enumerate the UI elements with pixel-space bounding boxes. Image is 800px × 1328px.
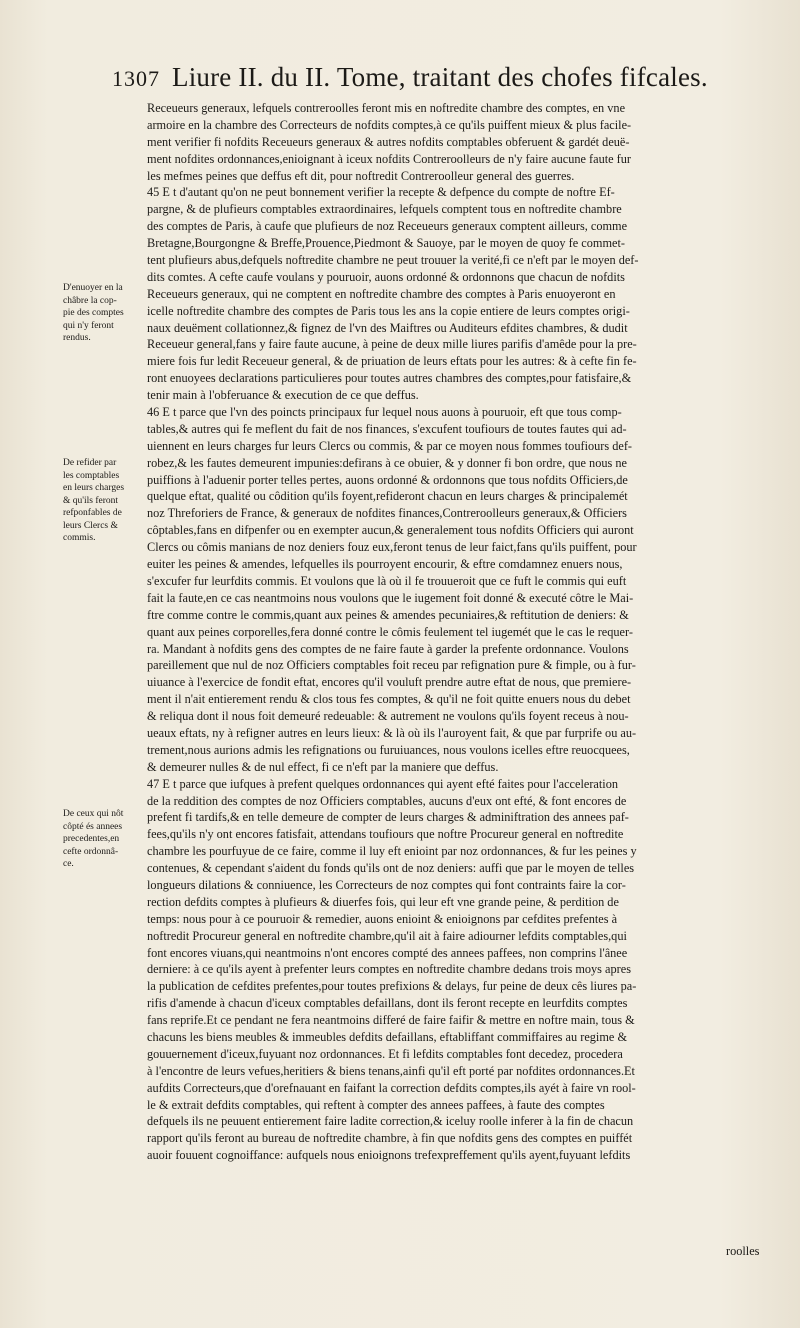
text-line: pareillement que nul de noz Officiers comptables foit receu par refignation pure & fimple, ou à fur-	[147, 658, 636, 673]
margin-note-line: ce.	[63, 859, 74, 869]
folio-number: 1307	[112, 66, 160, 91]
text-line: Bretagne,Bourgongne & Breffe,Prouence,Piedmont & Sauoye, par le moyen de quoy fe commet-	[147, 236, 625, 251]
margin-note-line: precedentes,en	[63, 834, 120, 844]
margin-note-line: De ceux qui nôt	[63, 809, 124, 819]
text-line: & demeurer nulles & de nul effect, fi ce n'eft par la maniere que deffus.	[147, 759, 499, 774]
text-line: gouuernement d'iceux,fuyuant noz ordonnances. Et fi lefdits comptables font decedez, procedera	[147, 1046, 623, 1061]
text-line: rifis d'amende à chacun d'iceux comptables defaillans, dont ils feront recepte en leurfdits comptes	[147, 996, 628, 1011]
text-line: uiuance à l'exercice de fondit eftat, encores qu'il vouluft prendre autre eftat de nous, que premiere-	[147, 675, 632, 690]
margin-note-line: & qu'ils feront	[63, 495, 119, 506]
text-line: les mefmes peines que deffus eft dit, pour noftredit Contreroolleur general des guerres.	[147, 168, 575, 183]
text-line: naux deuëment collationnez,& fignez de l'vn des Maiftres ou Auditeurs efdites chambres, & dudit	[147, 320, 628, 335]
margin-note-line: De refider par	[63, 458, 117, 468]
text-line: ment il n'ait entierement rendu & clos tous fes comptes, & qu'il ne foit quitte enuers nous du debet	[147, 692, 631, 707]
text-line: ront enuoyees declarations particulieres pour toutes autres chambres des comptes,pour fatisfaire,&	[147, 371, 632, 386]
text-line: Receueurs generaux, qui ne comptent en noftredite chambre des comptes à Paris enuoyeront en	[147, 286, 616, 301]
text-line: derniere: à ce qu'ils ayent à prefenter leurs comptes en noftredite chambre dedans trois moys apres	[147, 962, 631, 977]
text-line: defquels ils ne peuuent entierement faire ladite correction,& iceluy roolle inferer à la fin de chacun	[147, 1114, 634, 1129]
text-line: 45 E t d'autant qu'on ne peut bonnement verifier la recepte & defpence du compte de noftre Ef-	[147, 185, 615, 200]
margin-note-line: D'enuoyer en la	[63, 283, 123, 293]
text-line: uiennent en leurs charges fur leurs Clercs ou commis, & par ce moyen nous fommes toufiours def-	[147, 438, 633, 453]
main-text-block	[147, 100, 772, 1164]
text-line: & reliqua dont il nous foit demeuré redeuable: & autrement ne voulons qu'ils foyent receus à nou-	[147, 709, 629, 724]
text-line: 46 E t parce que l'vn des poincts principaux fur lequel nous auons à pouruoir, eft que tous comp-	[147, 405, 622, 420]
text-line: dits comtes. A cefte caufe voulans y pouruoir, auons ordonné & ordonnons que chacun de nofdits	[147, 269, 625, 284]
text-line: temps: nous pour à ce pouruoir & remedier, auons enioint & enioignons par cefdites prefentes à	[147, 911, 618, 926]
margin-note-3	[63, 808, 145, 871]
text-line: prefent fi tardifs,& en telle demeure de compter de leurs charges & adminiftration des annees paf-	[147, 810, 629, 825]
text-line: puiffions à l'aduenir porter telles pertes, auons ordonné & ordonnons que tous nofdits Officiers,de	[147, 472, 628, 487]
text-line: s'excufer fur leurfdits commis. Et voulons que là où il fe trouueroit que ce fuft le commis qui euft	[147, 573, 627, 588]
text-line: miere fois fur ledit Receueur general, & de priuation de leurs eftats pour les autres: & à cefte fin fe-	[147, 354, 637, 369]
text-line: longueurs dilations & conniuence, les Correcteurs de noz comptes qui font contraints faire la cor-	[147, 877, 626, 892]
text-line: chacuns les biens meubles & immeubles defdits defaillans, eftabliffant commiffaires au regime &	[147, 1029, 628, 1044]
margin-note-line: côpté és annees	[63, 821, 123, 832]
text-line: de la reddition des comptes de noz Officiers comptables, aucuns d'eux ont efté, & font encores de	[147, 793, 627, 808]
margin-note-line: pie des comptes	[63, 308, 124, 318]
text-line: pargne, & de plufieurs comptables extraordinaires, lefquels comptent tous en noftredite chambre	[147, 202, 622, 217]
text-line: Receueur general,fans y faire faute aucune, à peine de deux mille liures parifis d'amêde pour la pre-	[147, 337, 637, 352]
text-line: euiter les peines & amendes, lefquelles ils pourroyent encourir, & eftre comdamnez enuers nous,	[147, 557, 623, 572]
text-line: la publication de cefdites prefentes,pour toutes prefixions & delays, fur peine de deux cês liures pa-	[147, 979, 637, 994]
text-line: noz Threforiers de France, & generaux de nofdites finances,Contreroolleurs generaux,& Officiers	[147, 506, 627, 521]
text-line: fees,qu'ils n'y ont encores fatisfait, attendans toufiours que noftre Procureur general en noftredite	[147, 827, 624, 842]
margin-note-line: rendus.	[63, 333, 91, 343]
text-line: des comptes de Paris, à caufe que plufieurs de noz Receueurs generaux comptent ailleurs, comme	[147, 219, 628, 234]
text-line: trement,nous aurions admis les refignations ou furuiuances, nous voulons icelles eftre reuocquees,	[147, 742, 630, 757]
margin-note-line: les comptables	[63, 470, 120, 481]
margin-note-line: qui n'y feront	[63, 320, 114, 331]
text-line: ment nofdites ordonnances,enioignant à iceux nofdits Contreroolleurs de n'y faire aucune faute fur	[147, 151, 632, 166]
text-line: ment verifier fi nofdits Receueurs generaux & autres nofdits comptables obferuent & gardét deuë-	[147, 134, 630, 149]
text-line: armoire en la chambre des Correcteurs de nofdits comptes,à ce qu'ils puiffent mieux & plus facile-	[147, 117, 632, 132]
text-line: à l'encontre de leurs vefues,heritiers & biens tenans,ainfi qu'il eft porté par nofdites ordonnances.Et	[147, 1063, 635, 1078]
text-line: rection defdits comptes à plufieurs & diuerfes fois, qui leur eft vne grande peine, & perdition de	[147, 894, 619, 909]
text-line: noftredit Procureur general en noftredite chambre,qu'il ait à faire adiourner lefdits comptables,qui	[147, 928, 627, 943]
margin-note-line: châbre la cop-	[63, 295, 117, 306]
running-head: Liure II. du II. Tome, traitant des chofes fifcales.	[172, 62, 708, 92]
text-line: contenues, & cependant s'aident du fonds qu'ils ont de noz deniers: auffi que par le moyen de telles	[147, 861, 635, 876]
text-line: icelle noftredite chambre des comptes de Paris tous les ans la copie entiere de leurs comptes origi-	[147, 303, 630, 318]
margin-note-line: commis.	[63, 533, 96, 543]
margin-note-2	[63, 457, 145, 545]
text-line: le & extrait defdits comptables, qui reftent à compter des annees paffees, à faute des comptes	[147, 1097, 605, 1112]
text-line: ftre comme contre le commis,quant aux peines & amendes pecuniaires,& reftitution de deniers: &	[147, 607, 629, 622]
catchword: roolles	[726, 1244, 760, 1258]
margin-note-line: refponfables de	[63, 508, 122, 518]
text-line: font encores viuans,qui neantmoins n'ont encores compté des annees paffees, non comprins l'ânee	[147, 945, 628, 960]
text-line: tables,& autres qui fe meflent du fait de nos finances, s'excufent toufiours de toutes fautes qui ad-	[147, 421, 627, 436]
text-line: quelque eftat, qualité ou côdition qu'ils foyent,refideront chacun en leurs charges & principalemét	[147, 489, 628, 504]
text-line: côptables,fans en difpenfer ou en exempter aucun,& generalement tous nofdits Officiers qui auront	[147, 523, 634, 538]
text-line: chambre les pourfuyue de ce faire, comme il luy eft enioint par noz ordonnances, & fur les peines y	[147, 844, 637, 859]
margin-note-line: leurs Clercs &	[63, 520, 118, 531]
margin-note-line: cefte ordonnâ-	[63, 846, 119, 857]
margin-note-1	[63, 282, 145, 345]
text-line: auoir fouuent cognoiffance: aufquels nous enioignons trefexpreffement qu'ils ayent,fuyuant lefdits	[147, 1148, 631, 1163]
text-line: fait la faute,en ce cas neantmoins nous voulons que le iugement foit donné & executé côtre le Mai-	[147, 590, 634, 605]
text-line: aufdits Correcteurs,que d'orefnauant en faifant la correction defdits comptes,ils ayét à faire vn rool-	[147, 1080, 636, 1095]
margin-note-line: en leurs charges	[63, 483, 125, 493]
text-line: 47 E t parce que iufques à prefent quelques ordonnances qui ayent efté faites pour l'acceleration	[147, 776, 619, 791]
text-line: rapport qu'ils feront au bureau de noftredite chambre, à fin que nofdits gens des comptes en puiffét	[147, 1131, 633, 1146]
text-line: fans reprife.Et ce pendant ne fera neantmoins differé de faire faifir & mettre en noftre main, tous &	[147, 1013, 635, 1028]
text-line: tenir main à l'obferuance & execution de ce que deffus.	[147, 388, 419, 403]
text-line: robez,& les fautes demeurent impunies:defirans à ce obuier, & y donner fi bon ordre, que nous ne	[147, 455, 627, 470]
text-line: tent plufieurs abus,defquels noftredite chambre ne peut trouuer la verité,fi ce n'eft par le moyen def-	[147, 253, 639, 268]
text-line: ueaux eftats, ny à refigner autres en leurs lieux: & là où ils l'auroyent fait, & que par furprife ou au-	[147, 725, 637, 740]
text-line: ra. Mandant à nofdits gens des comptes de ne faire faute à garder la prefente ordonnance. Voulons	[147, 641, 629, 656]
text-line: quant aux peines corporelles,fera donné contre le cômis feulement tel iugemét que le cas le requer-	[147, 624, 633, 639]
text-line: Clercs ou cômis manians de noz deniers fouz eux,feront tenus de leur faict,fans qu'ils puiffent, pour	[147, 540, 637, 555]
text-line: Receueurs generaux, lefquels contreroolles feront mis en noftredite chambre des comptes, en vne	[147, 101, 626, 115]
